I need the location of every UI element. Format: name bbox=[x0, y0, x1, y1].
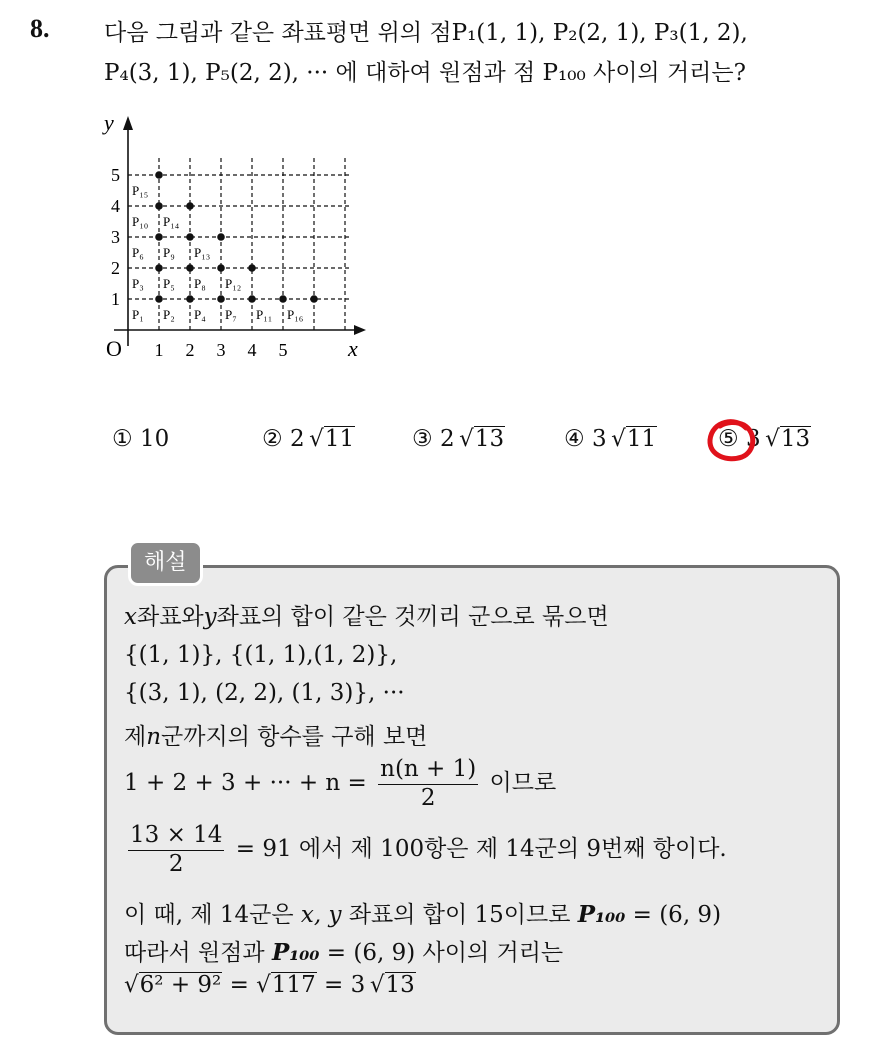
solution-line-8: 따라서 원점과 P₁₀₀ = (6, 9) 사이의 거리는 bbox=[124, 939, 564, 966]
x-axis-label: x bbox=[348, 336, 358, 361]
y-axis-arrow-icon bbox=[123, 116, 133, 130]
y-tick-label: 1 bbox=[111, 289, 120, 309]
point-dot bbox=[310, 295, 318, 303]
point-dot bbox=[186, 295, 194, 303]
point-label: P₁₃ bbox=[194, 245, 211, 260]
y-tick-label: 2 bbox=[111, 258, 120, 278]
point-label: P₂ bbox=[163, 307, 175, 322]
choice-2[interactable]: ② 2 √11 bbox=[262, 426, 355, 452]
point-dot bbox=[217, 264, 225, 272]
point-label: P₁₆ bbox=[287, 307, 304, 322]
fraction-n-n-plus-1-over-2: $\frac{n(n + 1)}{2}$ bbox=[380, 756, 477, 811]
point-label: P₇ bbox=[225, 307, 237, 322]
x-axis-arrow-icon bbox=[354, 325, 366, 335]
solution-tag: 해설 bbox=[128, 540, 203, 586]
point-label: P₁₅ bbox=[132, 183, 149, 198]
y-tick-label: 3 bbox=[111, 227, 120, 247]
solution-line-7: 이 때, 제 14군은 x, y 좌표의 합이 15이므로 P₁₀₀ = (6, 9) bbox=[124, 901, 722, 928]
solution-line-1: x좌표와y좌표의 합이 같은 것끼리 군으로 묶으면 bbox=[124, 604, 609, 630]
solution-line-6: $\frac{13 \times 14}{2}$ = 91 에서 제 100항은 제 14군의 9번째 항이다. bbox=[130, 822, 727, 877]
point-label: P₅ bbox=[163, 276, 175, 291]
point-label: P₁₄ bbox=[163, 214, 180, 229]
question-line-2: P₄(3, 1), P₅(2, 2), ··· 에 대하여 원점과 점 P₁₀₀ 사이의 거리는? bbox=[104, 60, 746, 86]
point-dot bbox=[186, 264, 194, 272]
point-dot bbox=[155, 171, 163, 179]
point-dot bbox=[248, 264, 256, 272]
choice-4[interactable]: ④ 3 √11 bbox=[564, 426, 657, 452]
y-axis-label: y bbox=[104, 110, 114, 135]
point-label: P₄ bbox=[194, 307, 206, 322]
point-label: P₁₁ bbox=[256, 307, 273, 322]
x-tick-label: 1 bbox=[154, 340, 164, 360]
point-dot bbox=[186, 202, 194, 210]
dashed-grid bbox=[128, 156, 351, 330]
question-number: 8. bbox=[30, 14, 50, 43]
question-line-1: 다음 그림과 같은 좌표평면 위의 점P₁(1, 1), P₂(2, 1), P₃(1, 2), bbox=[104, 20, 748, 46]
solution-line-2: {(1, 1)}, {(1, 1),(1, 2)}, bbox=[124, 642, 398, 668]
point-dot bbox=[155, 233, 163, 241]
point-label: P₈ bbox=[194, 276, 206, 291]
solution-line-3: {(3, 1), (2, 2), (1, 3)}, ··· bbox=[124, 680, 405, 706]
point-label: P₃ bbox=[132, 276, 144, 291]
y-tick-label: 5 bbox=[111, 165, 120, 185]
coordinate-plane-graph bbox=[96, 104, 376, 366]
choice-1[interactable]: ① 10 bbox=[112, 426, 170, 452]
point-label: P₁₀ bbox=[132, 214, 149, 229]
solution-line-4: 제n군까지의 항수를 구해 보면 bbox=[124, 724, 428, 750]
x-tick-label: 4 bbox=[247, 340, 257, 360]
solution-line-9: √6² + 9² = √117 = 3 √13 bbox=[124, 972, 415, 998]
choice-3[interactable]: ③ 2 √13 bbox=[412, 426, 505, 452]
fraction-13x14-over-2: $\frac{13 \times 14}{2}$ bbox=[130, 822, 223, 877]
y-tick-label: 4 bbox=[111, 196, 120, 216]
solution-line-5: 1 + 2 + 3 + ··· + n = $\frac{n(n + 1)}{2}$ 이므로 bbox=[124, 756, 557, 811]
origin-label: O bbox=[106, 336, 122, 361]
point-dot bbox=[217, 233, 225, 241]
point-dot bbox=[279, 295, 287, 303]
x-tick-label: 2 bbox=[185, 340, 195, 360]
point-dot bbox=[186, 233, 194, 241]
point-dot bbox=[155, 264, 163, 272]
point-label: P₆ bbox=[132, 245, 144, 260]
choice-5[interactable]: ⑤ 3 √13 bbox=[718, 426, 811, 452]
point-label: P₉ bbox=[163, 245, 175, 260]
point-dot bbox=[155, 295, 163, 303]
point-dot bbox=[248, 295, 256, 303]
point-label: P₁₂ bbox=[225, 276, 242, 291]
x-tick-label: 5 bbox=[278, 340, 288, 360]
point-label: P₁ bbox=[132, 307, 144, 322]
x-tick-label: 3 bbox=[216, 340, 226, 360]
answer-mark-circle bbox=[706, 418, 758, 464]
point-dot bbox=[217, 295, 225, 303]
point-dot bbox=[155, 202, 163, 210]
